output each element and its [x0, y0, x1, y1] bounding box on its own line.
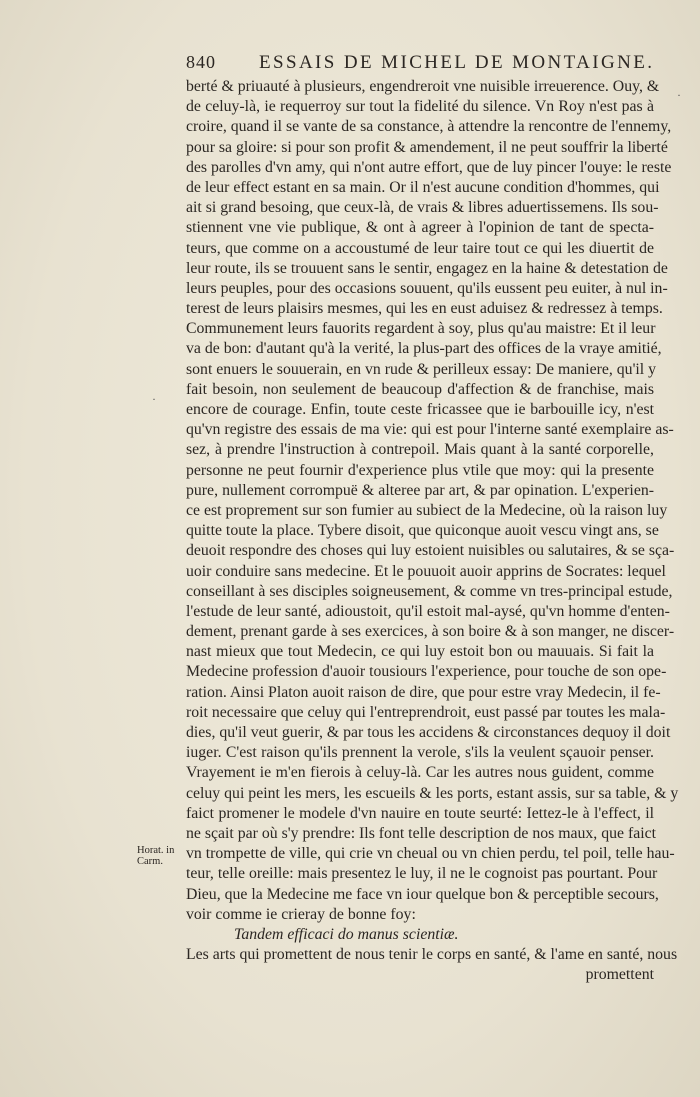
text-line: pour sa gloire: si pour son profit & amendement, il ne peut souffrir la liberté — [186, 138, 668, 156]
text-line: teurs, que comme on a accoustumé de leur taire tout ce qui les diuertit de — [186, 239, 654, 257]
text-line: conseillant à ses disciples soigneusement, & comme vn tres-principal estude, — [186, 582, 673, 600]
marginal-note — [137, 845, 174, 867]
text-line: voir comme ie crieray de bonne foy: — [186, 905, 416, 923]
running-title: ESSAIS DE MICHEL DE MONTAIGNE. — [259, 52, 655, 73]
ink-speck: · — [152, 392, 156, 406]
text-line: va de bon: d'autant qu'à la verité, la plus-part des offices de la vraye amitié, — [186, 340, 662, 358]
page-number: 840 — [186, 52, 216, 72]
text-line: ne sçait par où s'y prendre: Ils font telle description de nos maux, que faict — [186, 824, 657, 842]
text-line: ration. Ainsi Platon auoit raison de dire, que pour estre vray Medecin, il fe- — [186, 683, 661, 701]
text-line: faict promener le modele d'vn nauire en toute seurté: Iettez-le à l'effect, il — [186, 804, 654, 822]
text-line: ait si grand besoing, que ceux-là, de vrais & libres aduertissemens. Ils sou- — [186, 199, 659, 217]
text-line: celuy qui peint les mers, les escueils & les ports, estant assis, sur sa table, & y — [186, 784, 679, 802]
text-line: roit necessaire que celuy qui l'entreprendroit, eust passé par toutes les mala- — [186, 703, 666, 721]
text-line: encore de courage. Enfin, toute ceste fricassee que ie barbouille icy, n'est — [186, 401, 654, 418]
text-line: sont enuers le souuerain, en vn rude & perilleux essay: De maniere, qu'il y — [186, 360, 657, 378]
text-line: leur route, ils se trouuent sans le sentir, engagez en la haine & detestation de — [186, 259, 668, 277]
text-line: stiennent vne vie publique, & ont à agreer à l'opinion de tant de specta- — [186, 219, 654, 237]
ink-speck: · — [677, 88, 681, 102]
text-line: uoir conduire sans medecine. Et le pouuoit auoir apprins de Socrates: lequel — [186, 562, 666, 580]
text-line: de leur effect estant en sa main. Or il n'est aucune condition d'hommes, qui — [186, 178, 660, 196]
text-line: leurs peuples, pour des occasions souuent, qu'ils eussent peu euiter, à nul in- — [186, 279, 668, 297]
text-line: Les arts qui promettent de nous tenir le corps en santé, & l'ame en santé, nous — [186, 946, 678, 964]
text-line: croire, quand il se vante de sa constance, à attendre la rencontre de l'ennemy, — [186, 118, 672, 136]
text-line: berté & priuauté à plusieurs, engendreroit vne nuisible irreuerence. Ouy, & — [186, 78, 660, 95]
text-line: dies, qu'il veut guerir, & par tous les accidens & circonstances dequoy il doit — [186, 724, 671, 741]
marginal-note-line: Horat. in — [137, 845, 175, 856]
text-line: des parolles d'vn amy, qui n'ont autre effort, que de luy pincer l'ouye: le reste — [186, 158, 672, 176]
text-line: fait besoin, non seulement de beaucoup d'affection & de franchise, mais — [186, 380, 654, 398]
text-line: pure, nullement corrompuë & alteree par art, & par opination. L'experien- — [186, 481, 654, 499]
text-line: de celuy-là, ie requerroy sur tout la fidelité du silence. Vn Roy n'est pas à — [186, 98, 654, 116]
page-header — [186, 52, 655, 76]
text-line: dement, prenant garde à ses exercices, à son boire & à son manger, ne discer- — [186, 623, 675, 641]
latin-quotation: Tandem efficaci do manus scientiæ. — [234, 925, 459, 943]
catchword: promettent — [585, 966, 654, 984]
text-line: Vrayement ie m'en fierois à celuy-là. Car les autres nous guident, comme — [186, 764, 654, 782]
text-line: terest de leurs plaisirs mesmes, qui les en eust aduisez & redressez à temps. — [186, 300, 663, 318]
text-line: sez, à prendre l'instruction à contrepoil. Mais quant à la santé corporelle, — [186, 441, 654, 459]
text-line: nast mieux que tout Medecin, ce qui luy estoit bon ou mauuais. Si fait la — [186, 643, 654, 661]
marginal-note-line: Carm. — [137, 856, 163, 867]
text-line: qu'vn registre des essais de ma vie: qui est pour l'interne santé exemplaire as- — [186, 421, 674, 439]
text-line: Dieu, que la Medecine me face vn iour quelque bon & perceptible secours, — [186, 885, 659, 903]
text-line: l'estude de leur santé, adioustoit, qu'il estoit mal-aysé, qu'vn homme d'enten- — [186, 602, 670, 620]
text-line: Medecine profession d'auoir tousiours l'experience, pour touche de son ope- — [186, 663, 667, 681]
text-line: teur, telle oreille: mais presentez le luy, il ne le cognoist pas pourtant. Pour — [186, 865, 658, 883]
body-text — [186, 77, 679, 985]
text-line: iuger. C'est raison qu'ils prennent la verole, s'ils la veulent sçauoir penser. — [186, 744, 654, 762]
text-line: vn trompette de ville, qui crie vn cheual ou vn chien perdu, tel poil, telle hau- — [186, 845, 675, 863]
text-line: ce est proprement sur son fumier au subiect de la Medecine, où la raison luy — [186, 501, 668, 519]
text-line: Communement leurs fauorits regardent à soy, plus qu'au maistre: Et il leur — [186, 320, 656, 338]
text-line: personne ne peut fournir d'experience plus vtile que moy: qui la presente — [186, 461, 654, 479]
text-line: deuoit respondre des choses qui luy estoient nuisibles ou salutaires, & se sça- — [186, 542, 675, 560]
text-line: quitte toute la place. Tybere disoit, que quiconque auoit vescu vingt ans, se — [186, 522, 659, 540]
